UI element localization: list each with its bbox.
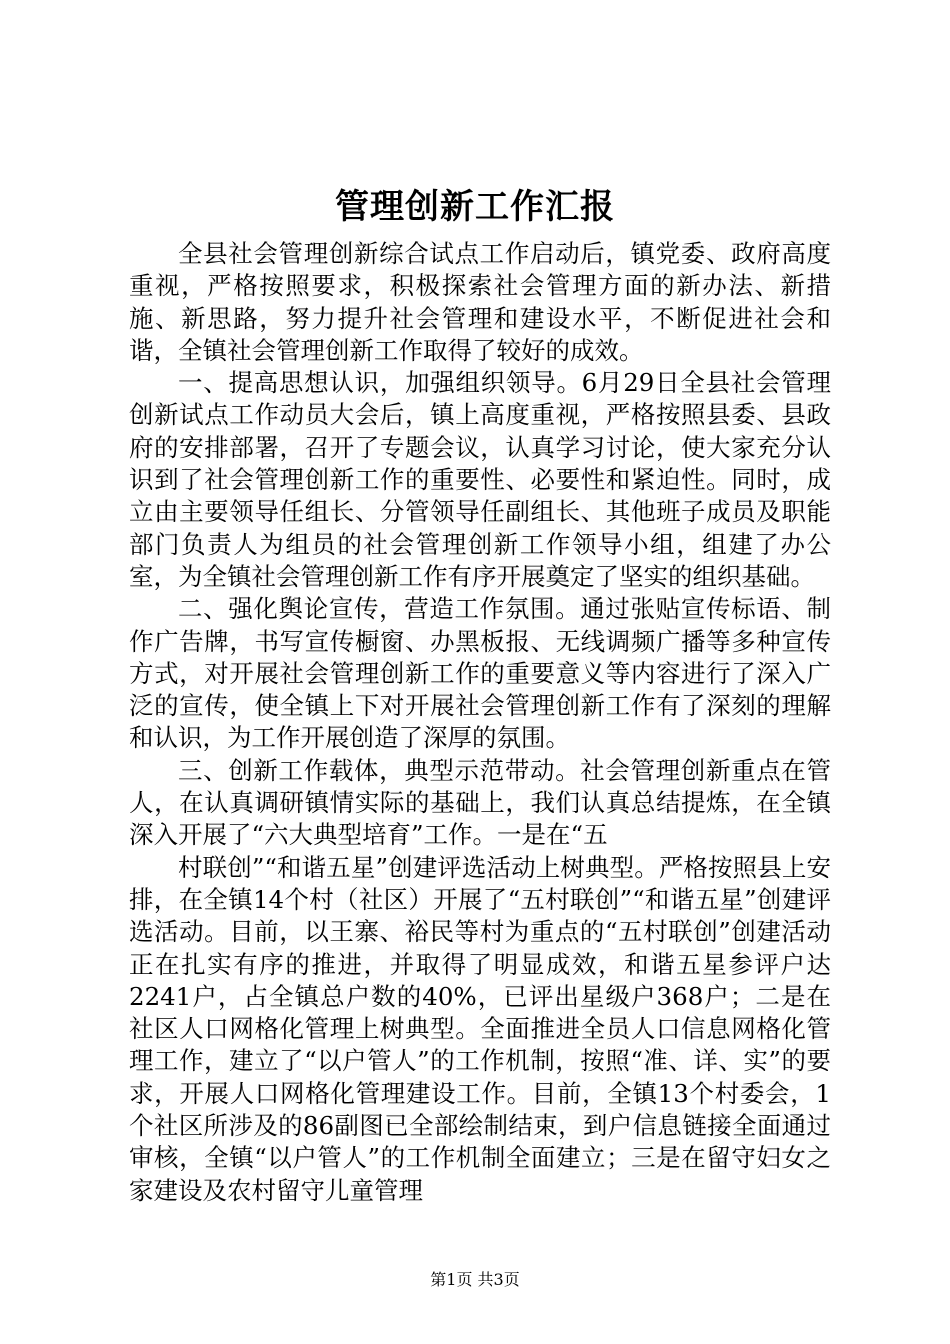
paragraph-section-2: 二、强化舆论宣传，营造工作氛围。通过张贴宣传标语、制作广告牌，书写宣传橱窗、办黑板报、无线调频广播等多种宣传方式，对开展社会管理创新工作的重要意义等内容进行了深入广泛的宣传，使全镇上下对开展社会管理创新工作有了深刻的理解和认识，为工作开展创造了深厚的氛围。 — [129, 594, 831, 753]
document-body — [129, 238, 831, 1207]
paragraph-section-3-continued: 村联创”“和谐五星”创建评选活动上树典型。严格按照县上安排，在全镇14个村（社区）开展了“五村联创”“和谐五星”创建评选活动。目前，以王寨、裕民等村为重点的“五村联创”创建活动正在扎实有序的推进，并取得了明显成效，和谐五星参评户达2241户，占全镇总户数的40%，已评出星级户368户；二是在社区人口网格化管理上树典型。全面推进全员人口信息网格化管理工作，建立了“以户管人”的工作机制，按照“准、详、实”的要求，开展人口网格化管理建设工作。目前，全镇13个村委会，1个社区所涉及的86副图已全部绘制结束，到户信息链接全面通过审核，全镇“以户管人”的工作机制全面建立；三是在留守妇女之家建设及农村留守儿童管理 — [129, 852, 831, 1205]
document-title: 管理创新工作汇报 — [335, 187, 615, 227]
paragraph-intro: 全县社会管理创新综合试点工作启动后，镇党委、政府高度重视，严格按照要求，积极探索社会管理方面的新办法、新措施、新思路，努力提升社会管理和建设水平，不断促进社会和谐，全镇社会管理创新工作取得了较好的成效。 — [129, 239, 831, 365]
page-number-footer: 第1页 共3页 — [430, 1270, 520, 1289]
paragraph-section-1: 一、提高思想认识，加强组织领导。6月29日全县社会管理创新试点工作动员大会后，镇上高度重视，严格按照县委、县政府的安排部署，召开了专题会议，认真学习讨论，使大家充分认识到了社会管理创新工作的重要性、必要性和紧迫性。同时，成立由主要领导任组长、分管领导任副组长、其他班子成员及职能部门负责人为组员的社会管理创新工作领导小组，组建了办公室，为全镇社会管理创新工作有序开展奠定了坚实的组织基础。 — [129, 368, 831, 591]
paragraph-section-3: 三、创新工作载体，典型示范带动。社会管理创新重点在管人，在认真调研镇情实际的基础上，我们认真总结提炼，在全镇深入开展了“六大典型培育”工作。一是在“五 — [129, 755, 831, 850]
